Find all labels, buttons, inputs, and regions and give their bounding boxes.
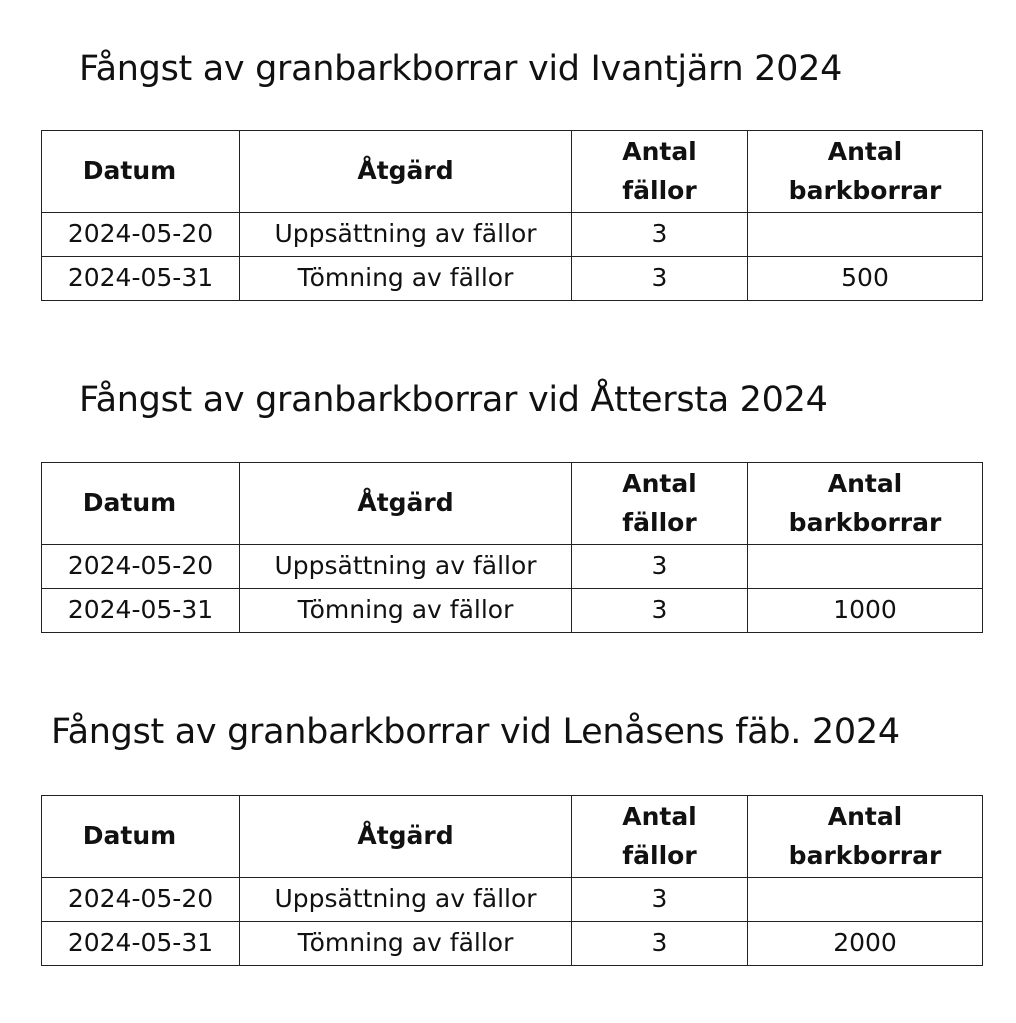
cell-atgard: Tömning av fällor <box>240 257 572 301</box>
header-atgard: Åtgärd <box>240 463 572 545</box>
cell-atgard: Tömning av fällor <box>240 589 572 633</box>
header-antal-barkborrar: Antal barkborrar <box>748 463 983 545</box>
header-antal-barkborrar: Antal barkborrar <box>748 131 983 213</box>
cell-antal-barkborrar: 2000 <box>748 922 983 966</box>
section-title: Fångst av granbarkborrar vid Ivantjärn 2024 <box>79 49 843 89</box>
table-row <box>42 257 983 301</box>
header-datum: Datum <box>42 796 240 878</box>
cell-datum: 2024-05-31 <box>42 589 240 633</box>
cell-antal-fallor: 3 <box>572 257 748 301</box>
header-row <box>42 131 983 213</box>
header-atgard: Åtgärd <box>240 796 572 878</box>
table-row <box>42 545 983 589</box>
table-row <box>42 213 983 257</box>
cell-antal-fallor: 3 <box>572 545 748 589</box>
section-title: Fångst av granbarkborrar vid Åttersta 2024 <box>79 380 828 420</box>
cell-atgard: Tömning av fällor <box>240 922 572 966</box>
cell-antal-fallor: 3 <box>572 922 748 966</box>
cell-antal-fallor: 3 <box>572 213 748 257</box>
header-antal-barkborrar: Antal barkborrar <box>748 796 983 878</box>
header-datum: Datum <box>42 131 240 213</box>
cell-atgard: Uppsättning av fällor <box>240 878 572 922</box>
header-antal-fallor: Antal fällor <box>572 463 748 545</box>
table-row <box>42 922 983 966</box>
cell-antal-fallor: 3 <box>572 878 748 922</box>
cell-datum: 2024-05-20 <box>42 878 240 922</box>
header-atgard: Åtgärd <box>240 131 572 213</box>
cell-antal-barkborrar <box>748 213 983 257</box>
cell-atgard: Uppsättning av fällor <box>240 213 572 257</box>
header-datum: Datum <box>42 463 240 545</box>
catch-table <box>41 795 983 966</box>
header-row <box>42 796 983 878</box>
cell-datum: 2024-05-31 <box>42 922 240 966</box>
cell-atgard: Uppsättning av fällor <box>240 545 572 589</box>
catch-table <box>41 462 983 633</box>
cell-antal-barkborrar <box>748 545 983 589</box>
catch-table <box>41 130 983 301</box>
cell-datum: 2024-05-20 <box>42 545 240 589</box>
cell-antal-barkborrar: 1000 <box>748 589 983 633</box>
cell-antal-barkborrar: 500 <box>748 257 983 301</box>
cell-antal-barkborrar <box>748 878 983 922</box>
cell-datum: 2024-05-20 <box>42 213 240 257</box>
table-row <box>42 589 983 633</box>
section-title: Fångst av granbarkborrar vid Lenåsens fäb. 2024 <box>51 712 900 752</box>
header-antal-fallor: Antal fällor <box>572 796 748 878</box>
table-row <box>42 878 983 922</box>
cell-datum: 2024-05-31 <box>42 257 240 301</box>
header-antal-fallor: Antal fällor <box>572 131 748 213</box>
header-row <box>42 463 983 545</box>
cell-antal-fallor: 3 <box>572 589 748 633</box>
